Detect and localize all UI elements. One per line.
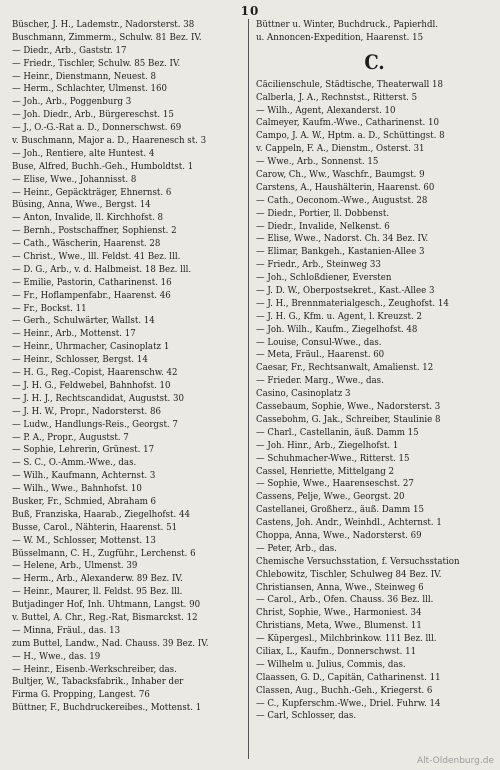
- directory-entry: — Herm., Arb., Alexanderw. 89 Bez. IV.: [12, 573, 183, 585]
- directory-entry: Cassebaum, Sophie, Wwe., Nadorsterst. 3: [256, 401, 441, 413]
- directory-entry: — S. C., O.-Amm.-Wwe., das.: [12, 457, 137, 469]
- directory-entry: — Bernh., Postschaffner, Sophienst. 2: [12, 225, 177, 237]
- directory-entry: — Fr., Hoflampenfabr., Haarenst. 46: [12, 289, 171, 301]
- directory-entry: — Joh. Wilh., Kaufm., Ziegelhofst. 48: [256, 323, 418, 335]
- directory-entry: Claassen, G. D., Capitän, Catharinenst. 11: [256, 671, 441, 683]
- directory-entry: — Wilh., Agent, Alexanderst. 10: [256, 104, 396, 116]
- directory-entry: — Heinr., Schlosser, Bergst. 14: [12, 354, 148, 366]
- directory-entry: — Cath., Oeconom.-Wwe., Augustst. 28: [256, 194, 428, 206]
- directory-entry: Calmeyer, Kaufm.-Wwe., Catharinenst. 10: [256, 117, 439, 129]
- directory-entry: — J. H. J., Rechtscandidat, Augustst. 30: [12, 392, 184, 404]
- directory-entry: — Joh., Schloßdiener, Eversten: [256, 272, 392, 284]
- directory-entry: Caesar, Fr., Rechtsanwalt, Amalienst. 12: [256, 362, 434, 374]
- directory-entry: zum Buttel, Landw., Nad. Chauss. 39 Bez. IV.: [12, 637, 209, 649]
- directory-entry: Bultjer, W., Tabacksfabrik., Inhaber der: [12, 676, 184, 688]
- directory-entry: — Heinr., Maurer, ll. Feldst. 95 Bez. lll.: [12, 586, 183, 598]
- directory-entry: Cassebohm, G. Jak., Schreiber, Staulinie 8: [256, 413, 441, 425]
- directory-entry: — Anton, Invalide, ll. Kirchhofst. 8: [12, 212, 164, 224]
- directory-entry: — J. H. W., Propr., Nadorsterst. 86: [12, 405, 161, 417]
- directory-entry: Büscher, J. H., Lademstr., Nadorsterst. 38: [12, 19, 195, 30]
- directory-entry: Firma G. Propping, Langest. 76: [12, 689, 150, 701]
- directory-entry: — Heinr., Arb., Mottenst. 17: [12, 328, 136, 340]
- directory-entry: — W. M., Schlosser, Mottenst. 13: [12, 534, 156, 546]
- directory-entry: — Elise, Wwe., Johannisst. 8: [12, 173, 137, 185]
- directory-entry: — Sophie, Lehrerin, Grünest. 17: [12, 444, 155, 456]
- directory-entry: — J. H. G., Kfm. u. Agent, l. Kreuzst. 2: [256, 310, 422, 322]
- directory-entry: — Peter, Arb., das.: [256, 542, 337, 554]
- directory-entry: — Cath., Wäscherin, Haarenst. 28: [12, 238, 161, 250]
- directory-entry: — Diedr., Arb., Gaststr. 17: [12, 44, 127, 56]
- directory-entry: — Elimar, Bankgeh., Kastanien-Allee 3: [256, 246, 425, 258]
- directory-entry: — Joh. Diedr., Arb., Bürgereschst. 15: [12, 109, 174, 121]
- directory-entry: v. Cappeln, F. A., Dienstm., Osterst. 31: [256, 143, 425, 155]
- directory-entry: Christ, Sophie, Wwe., Harmoniest. 34: [256, 607, 422, 619]
- directory-entry: — Carol., Arb., Ofen. Chauss. 36 Bez. lll.: [256, 594, 434, 606]
- directory-entry: Carow, Ch., Ww., Waschfr., Baumgst. 9: [256, 169, 425, 181]
- directory-entry: — Diedr., Portier, ll. Dobbenst.: [256, 207, 390, 219]
- directory-entry: — Christ., Wwe., lll. Feldst. 41 Bez. lll.: [12, 251, 181, 263]
- directory-entry: — Wwe., Arb., Sonnenst. 15: [256, 156, 379, 168]
- directory-entry: Chemische Versuchsstation, f. Versuchsstation: [256, 555, 460, 567]
- directory-entry: Chlebowitz, Tischler, Schulweg 84 Bez. IV.: [256, 568, 442, 580]
- directory-entry: — Joh., Rentiere, alte Huntest. 4: [12, 147, 155, 159]
- section-letter-heading: C.: [364, 49, 385, 74]
- directory-entry: — Wilh., Kaufmann, Achternst. 3: [12, 470, 156, 482]
- directory-entry: Büsing, Anna, Wwe., Bergst. 14: [12, 199, 151, 211]
- directory-entry: Cäcilienschule, Städtische, Theaterwall 18: [256, 78, 443, 90]
- directory-entry: Busse, Carol., Nähterin, Haarenst. 51: [12, 521, 178, 533]
- directory-entry: — Sophie, Wwe., Haarenseschst. 27: [256, 478, 414, 490]
- directory-entry: — Meta, Fräul., Haarenst. 60: [256, 349, 385, 361]
- right-column: [256, 19, 493, 723]
- directory-entry: — C., Kupferschm.-Wwe., Driel. Fuhrw. 14: [256, 697, 441, 709]
- directory-entry: — Wilh., Wwe., Bahnhofst. 10: [12, 483, 142, 495]
- directory-entry: — Heinr., Uhrmacher, Casinoplatz 1: [12, 341, 170, 353]
- directory-entry: Butjadinger Hof, Inh. Uhtmann, Langst. 90: [12, 599, 201, 611]
- directory-entry: — Louise, Consul-Wwe., das.: [256, 336, 382, 348]
- directory-entry: — Diedr., Invalide, Nelkenst. 6: [256, 220, 390, 232]
- directory-entry: — J. H. G., Feldwebel, Bahnhofst. 10: [12, 379, 171, 391]
- left-column: [12, 19, 249, 715]
- directory-entry: Castens, Joh. Andr., Weinhdl., Achternst. 1: [256, 517, 442, 529]
- directory-entry: — Helene, Arb., Ulmenst. 39: [12, 560, 138, 572]
- directory-entry: — J. D. W., Oberpostsekret., Kast.-Allee 3: [256, 285, 435, 297]
- directory-entry: — J. H., Brennmaterialgesch., Zeughofst. 14: [256, 297, 449, 309]
- directory-entry: v. Buschmann, Major a. D., Haarenesch st. 3: [12, 135, 207, 147]
- directory-entry: Calberla, J. A., Rechnstst., Ritterst. 5: [256, 91, 418, 103]
- directory-entry: — J., O.-G.-Rat a. D., Donnerschwst. 69: [12, 122, 182, 134]
- directory-entry: Büttner u. Winter, Buchdruck., Papierhdl.: [256, 19, 438, 30]
- directory-entry: — H., Wwe., das. 19: [12, 650, 101, 662]
- directory-entry: Büsselmann, C. H., Zugführ., Lerchenst. 6: [12, 547, 196, 559]
- directory-entry: — Heinr., Dienstmann, Neuest. 8: [12, 70, 156, 82]
- directory-entry: — Heinr., Gepäckträger, Ehnernst. 6: [12, 186, 172, 198]
- directory-entry: Cassens, Pelje, Wwe., Georgst. 20: [256, 491, 405, 503]
- watermark: Alt-Oldenburg.de: [416, 756, 494, 766]
- directory-entry: v. Buttel, A. Chr., Reg.-Rat, Bismarckst. 12: [12, 611, 198, 623]
- directory-entry: Choppa, Anna, Wwe., Nadorsterst. 69: [256, 529, 422, 541]
- directory-entry: Castellanei, Großherz., äuß. Damm 15: [256, 504, 424, 516]
- directory-entry: — Emilie, Pastorin, Catharinenst. 16: [12, 276, 172, 288]
- directory-entry: — Elise, Wwe., Nadorst. Ch. 34 Bez. IV.: [256, 233, 429, 245]
- directory-entry: — P. A., Propr., Augustst. 7: [12, 431, 129, 443]
- directory-entry: — Friedr., Tischler, Schulw. 85 Bez. IV.: [12, 57, 181, 69]
- directory-entry: — Küpergesl., Milchbrinkow. 111 Bez. lll.: [256, 633, 437, 645]
- directory-entry: — Joh., Arb., Poggenburg 3: [12, 96, 132, 108]
- directory-entry: — Gerh., Schulwärter, Wallst. 14: [12, 315, 155, 327]
- directory-entry: Christiansen, Anna, Wwe., Steinweg 6: [256, 581, 424, 593]
- directory-entry: — Minna, Fräul., das. 13: [12, 624, 121, 636]
- directory-entry: — Herm., Schlachter, Ulmenst. 160: [12, 83, 167, 95]
- directory-entry: Cassel, Henriette, Mittelgang 2: [256, 465, 395, 477]
- directory-entry: — Wilhelm u. Julius, Commis, das.: [256, 658, 406, 670]
- directory-entry: Buschmann, Zimmerm., Schulw. 81 Bez. IV.: [12, 31, 202, 43]
- column-divider: [248, 19, 249, 759]
- directory-entry: Casino, Casinoplatz 3: [256, 388, 351, 400]
- directory-entry: — D. G., Arb., v. d. Halbmeist. 18 Bez. lll.: [12, 263, 192, 275]
- directory-entry: Christians, Meta, Wwe., Blumenst. 11: [256, 620, 422, 632]
- directory-entry: — Frieder. Marg., Wwe., das.: [256, 375, 384, 387]
- directory-entry: — Charl., Castellanin, äuß. Damm 15: [256, 426, 419, 438]
- directory-entry: Buse, Alfred, Buchh.-Geh., Humboldtst. 1: [12, 160, 194, 172]
- directory-entry: Busker, Fr., Schmied, Abraham 6: [12, 495, 157, 507]
- directory-entry: Campo, J. A. W., Hptm. a. D., Schüttingst. 8: [256, 130, 445, 142]
- directory-entry: — Schuhmacher-Wwe., Ritterst. 15: [256, 452, 410, 464]
- page-number: 10: [240, 4, 260, 18]
- directory-entry: Classen, Aug., Buchh.-Geh., Kriegerst. 6: [256, 684, 433, 696]
- directory-entry: Büttner, F., Buchdruckereibes., Mottenst. 1: [12, 702, 202, 714]
- directory-entry: Carstens, A., Haushälterin, Haarenst. 60: [256, 181, 435, 193]
- directory-entry: — Fr., Bockst. 11: [12, 302, 87, 314]
- directory-entry: u. Annoncen-Expedition, Haarenst. 15: [256, 31, 424, 43]
- directory-entry: — Friedr., Arb., Steinweg 33: [256, 259, 381, 271]
- directory-entry: — Joh. Hinr., Arb., Ziegelhofst. 1: [256, 439, 399, 451]
- directory-entry: — H. G., Reg.-Copist, Haarenschw. 42: [12, 367, 178, 379]
- directory-entry: — Heinr., Eisenb.-Werkschreiber, das.: [12, 663, 177, 675]
- directory-entry: Ciliax, L., Kaufm., Donnerschwst. 11: [256, 645, 417, 657]
- directory-entry: — Ludw., Handlungs-Reis., Georgst. 7: [12, 418, 178, 430]
- directory-entry: Buß, Franziska, Haarab., Ziegelhofst. 44: [12, 508, 190, 520]
- directory-entry: — Carl, Schlosser, das.: [256, 710, 357, 722]
